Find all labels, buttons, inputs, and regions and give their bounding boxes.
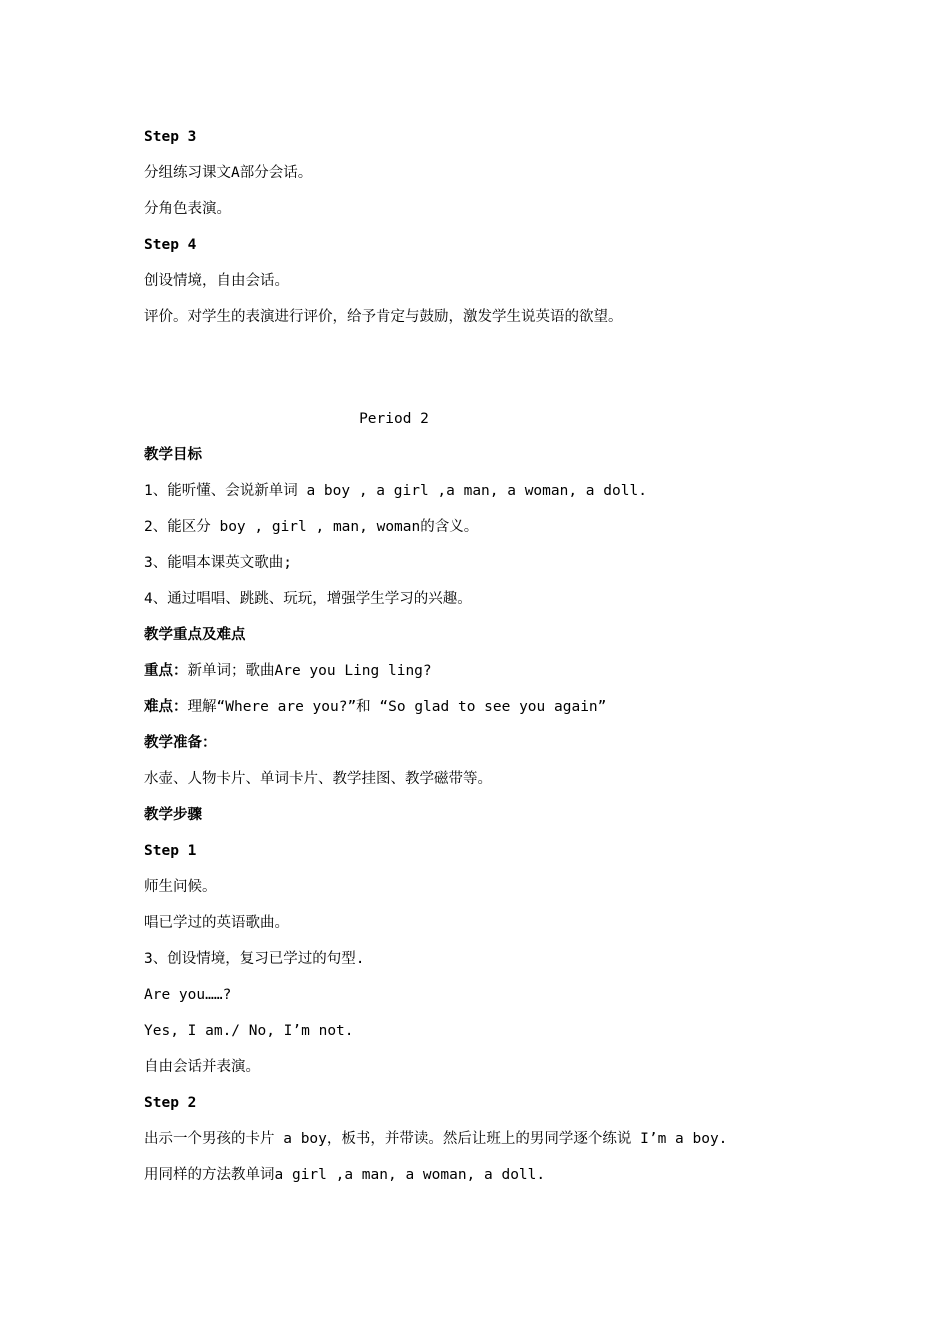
step-2-heading: Step 2 [144, 1095, 197, 1111]
step-3-heading: Step 3 [144, 129, 197, 145]
paragraph: 用同样的方法教单词a girl ,a man, a woman, a doll. [144, 1167, 546, 1183]
paragraph: 评价。对学生的表演进行评价，给予肯定与鼓励，激发学生说英语的欲望。 [144, 309, 623, 325]
paragraph: 出示一个男孩的卡片 a boy，板书，并带读。然后让班上的男同学逐个练说 I’m a boy. [144, 1131, 728, 1147]
objective-item: 3、能唱本课英文歌曲; [144, 555, 292, 571]
key-point-label: 重点： [144, 663, 188, 679]
period-title: Period 2 [359, 411, 429, 427]
difficulty-line [144, 697, 606, 717]
step-4-heading: Step 4 [144, 237, 197, 253]
paragraph: Yes, I am./ No, I’m not. [144, 1023, 354, 1039]
key-point-text: 新单词；歌曲Are you Ling ling? [187, 663, 432, 679]
paragraph: 3、创设情境，复习已学过的句型. [144, 951, 365, 967]
paragraph: 分组练习课文A部分会话。 [144, 165, 313, 181]
difficulty-label: 难点： [144, 699, 188, 715]
paragraph: 师生问候。 [144, 879, 217, 895]
objective-item: 4、通过唱唱、跳跳、玩玩，增强学生学习的兴趣。 [144, 591, 472, 607]
section-heading-steps: 教学步骤 [144, 807, 202, 823]
paragraph: 唱已学过的英语歌曲。 [144, 915, 289, 931]
section-heading-preparation: 教学准备： [144, 735, 217, 751]
key-point-line [144, 661, 432, 681]
difficulty-text: 理解“Where are you?”和 “So glad to see you again” [187, 699, 607, 715]
paragraph: 自由会话并表演。 [144, 1059, 260, 1075]
objective-item: 2、能区分 boy , girl , man, woman的含义。 [144, 519, 479, 535]
paragraph: 创设情境，自由会话。 [144, 273, 289, 289]
paragraph: 分角色表演。 [144, 201, 231, 217]
section-heading-objectives: 教学目标 [144, 447, 202, 463]
step-1-heading: Step 1 [144, 843, 197, 859]
paragraph: 水壶、人物卡片、单词卡片、教学挂图、教学磁带等。 [144, 771, 492, 787]
section-heading-key-points: 教学重点及难点 [144, 627, 246, 643]
paragraph: Are you……? [144, 987, 232, 1003]
objective-item: 1、能听懂、会说新单词 a boy , a girl ,a man, a woman, a doll. [144, 483, 647, 499]
